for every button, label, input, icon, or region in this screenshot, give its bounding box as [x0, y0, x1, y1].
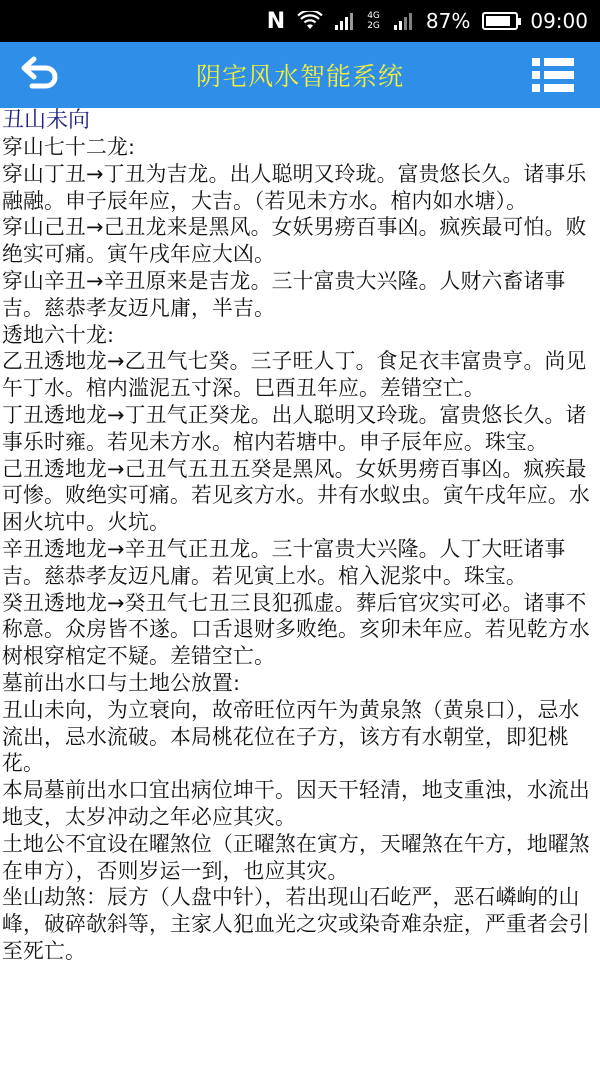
app-bar: [0, 42, 600, 108]
network-type-top: 4G: [367, 11, 380, 21]
paragraph: 本局墓前出水口宜出病位坤干。因天干轻清，地支重浊，水流出地支，太岁冲动之年必应其灾。: [2, 778, 590, 829]
menu-button[interactable]: [532, 56, 574, 94]
app-title: 阴宅风水智能系统: [195, 62, 404, 91]
paragraph: 坐山劫煞：辰方（人盘中针），若出现山石屹严，恶石嶙峋的山峰，破碎欹斜等，主家人犯血光之灾或染奇难杂症，严重者会引至死亡。: [2, 885, 590, 963]
page-heading: 丑山未向: [2, 108, 91, 133]
paragraph: 穿山丁丑→丁丑为吉龙。出人聪明又玲珑。富贵悠长久。诸事乐融融。申子辰年应，大吉。（若见未方水。棺内如水塘）。: [2, 161, 587, 213]
paragraph: 己丑透地龙→己丑气五丑五癸是黑风。女妖男痨百事凶。疯疾最可惨。败绝实可痛。若见亥方水。井有水蚁虫。寅午戌年应。水困火坑中。火坑。: [2, 456, 590, 535]
network-type-bottom: 2G: [367, 21, 380, 31]
battery-icon: [482, 12, 518, 30]
signal-icon-2: [394, 12, 414, 30]
clock: 09:00: [530, 9, 588, 33]
back-arrow-icon: [20, 55, 60, 93]
paragraph: 丑山未向，为立衰向，故帝旺位丙午为黄泉煞（黄泉口），忌水流出，忌水流破。本局桃花位在子方，该方有水朝堂，即犯桃花。: [2, 697, 580, 776]
paragraph: 穿山己丑→己丑龙来是黑风。女妖男痨百事凶。疯疾最可怕。败绝实可痛。寅午戌年应大凶。: [2, 215, 587, 267]
status-bar: [0, 0, 600, 42]
nfc-icon: N: [266, 8, 286, 34]
signal-icon: [335, 12, 355, 30]
back-button[interactable]: [18, 54, 62, 94]
network-type: [367, 11, 380, 31]
paragraph: 土地公不宜设在曜煞位（正曜煞在寅方，天曜煞在午方，地曜煞在申方），否则岁运一到，也应其灾。: [2, 831, 590, 883]
paragraph: 穿山七十二龙:: [2, 135, 136, 159]
paragraph: 丁丑透地龙→丁丑气正癸龙。出人聪明又玲珑。富贵悠长久。诸事乐时雍。若见未方水。棺内若塘中。申子辰年应。珠宝。: [2, 402, 587, 454]
content-area[interactable]: [0, 108, 600, 1067]
paragraph: 穿山辛丑→辛丑原来是吉龙。三十富贵大兴隆。人财六畜诸事吉。慈恭孝友迈凡庸，半吉。: [2, 268, 566, 320]
paragraph: 癸丑透地龙→癸丑气七丑三艮犯孤虚。葬后官灾实可必。诸事不称意。众房皆不遂。口舌退财多败绝。亥卯未年应。若见乾方水树根穿棺定不疑。差错空亡。: [2, 590, 590, 669]
list-menu-icon: [532, 79, 574, 98]
paragraph: 乙丑透地龙→乙丑气七癸。三子旺人丁。食足衣丰富贵亨。尚见午丁水。棺内滥泥五寸深。巳酉丑年应。差错空亡。: [2, 349, 587, 401]
paragraph: 透地六十龙:: [2, 322, 115, 347]
battery-fill: [486, 16, 510, 26]
wifi-icon: [297, 11, 323, 31]
paragraph: 辛丑透地龙→辛丑气正丑龙。三十富贵大兴隆。人丁大旺诸事吉。慈恭孝友迈凡庸。若见寅上水。棺入泥浆中。珠宝。: [2, 536, 566, 588]
battery-percent: 87%: [425, 9, 471, 33]
paragraph: 墓前出水口与土地公放置:: [2, 670, 241, 695]
